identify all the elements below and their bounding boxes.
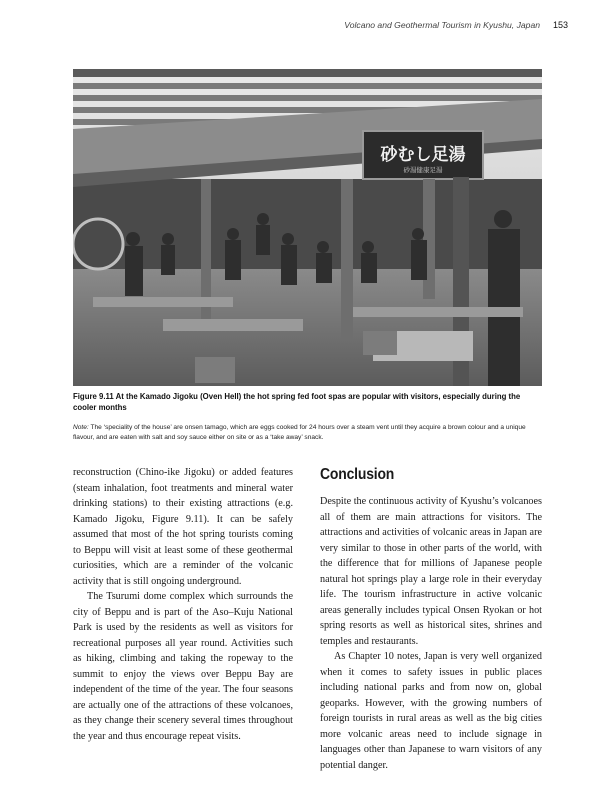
- section-heading: Conclusion: [320, 466, 395, 483]
- right-paragraph-2: As Chapter 10 notes, Japan is very well organized when it comes to safety issues in public places including national parks and from now on, global geoparks. However, with the growing numbers of foreign tourists in rural areas as well as the big cities more volcanic areas need to include signage in languages other than Japanese to warn visitors of any potential danger.: [320, 651, 542, 771]
- running-head: [0, 20, 613, 34]
- figure-caption: Figure 9.11 At the Kamado Jigoku (Oven Hell) the hot spring fed foot spas are popular with visitors, especially during the cooler months: [73, 392, 521, 412]
- figure-note-text: The ‘speciality of the house’ are onsen tamago, which are eggs cooked for 24 hours over a steam vent until they acquire a brown colour and a unique flavour, and are eaten with salt and soy sauce either on site or as a ‘take away’ snack.: [73, 424, 526, 441]
- left-column: [73, 465, 293, 744]
- sign: [363, 131, 483, 179]
- floor: [73, 269, 542, 386]
- figure-photo: [73, 69, 542, 386]
- right-paragraph-1: Despite the continuous activity of Kyushu’s volcanoes all of them are main attractions for visitors. The attractions and activities of volcanic areas in Japan are very similar to those in other parts of the world, with the difference that for millions of Japanese people natural hot springs play a large role in their everyday life. The tourism infrastructure in active volcanic areas generally includes typical Onsen Ryokan or hot spring resorts as well as historical sites, shrines and temples and restaurants.: [320, 496, 542, 647]
- sign-text: 砂むし足湯: [380, 145, 466, 165]
- figure-note-label: Note:: [73, 424, 89, 431]
- figure-note: [73, 423, 543, 442]
- foot-spa-photo: [73, 69, 542, 386]
- sign-subtext: 砂湯健康足湯: [403, 166, 443, 174]
- trees: [73, 179, 542, 269]
- page-number: 153: [552, 20, 568, 30]
- left-paragraph-2: The Tsurumi dome complex which surrounds the city of Beppu and is part of the Aso–Kuju National Park is used by the residents as well as visitors for recreational purposes all year round. Activities such as hiking, climbing and taking the ropeway to the summit to enjoy the views over Beppu Bay are independent of the time of the year. The four seasons are actually one of the attractions of these volcanoes, as they change their scenery several times throughout the year and thus encourage repeat visits.: [73, 591, 293, 742]
- right-column: [320, 465, 542, 773]
- running-title: Volcano and Geothermal Tourism in Kyushu, Japan: [344, 20, 540, 30]
- left-paragraph-1: reconstruction (Chino-ike Jigoku) or added features (steam inhalation, foot treatments and mineral water drinking stations) to their existing attractions (e.g. Kamado Jigoku, Figure 9.11). It can be safely assumed that most of the hot spring tourists coming to Beppu will visit at least some of these geothermal curiosities, which are a reminder of the volcanic activity that is still ongoing underground.: [73, 467, 293, 587]
